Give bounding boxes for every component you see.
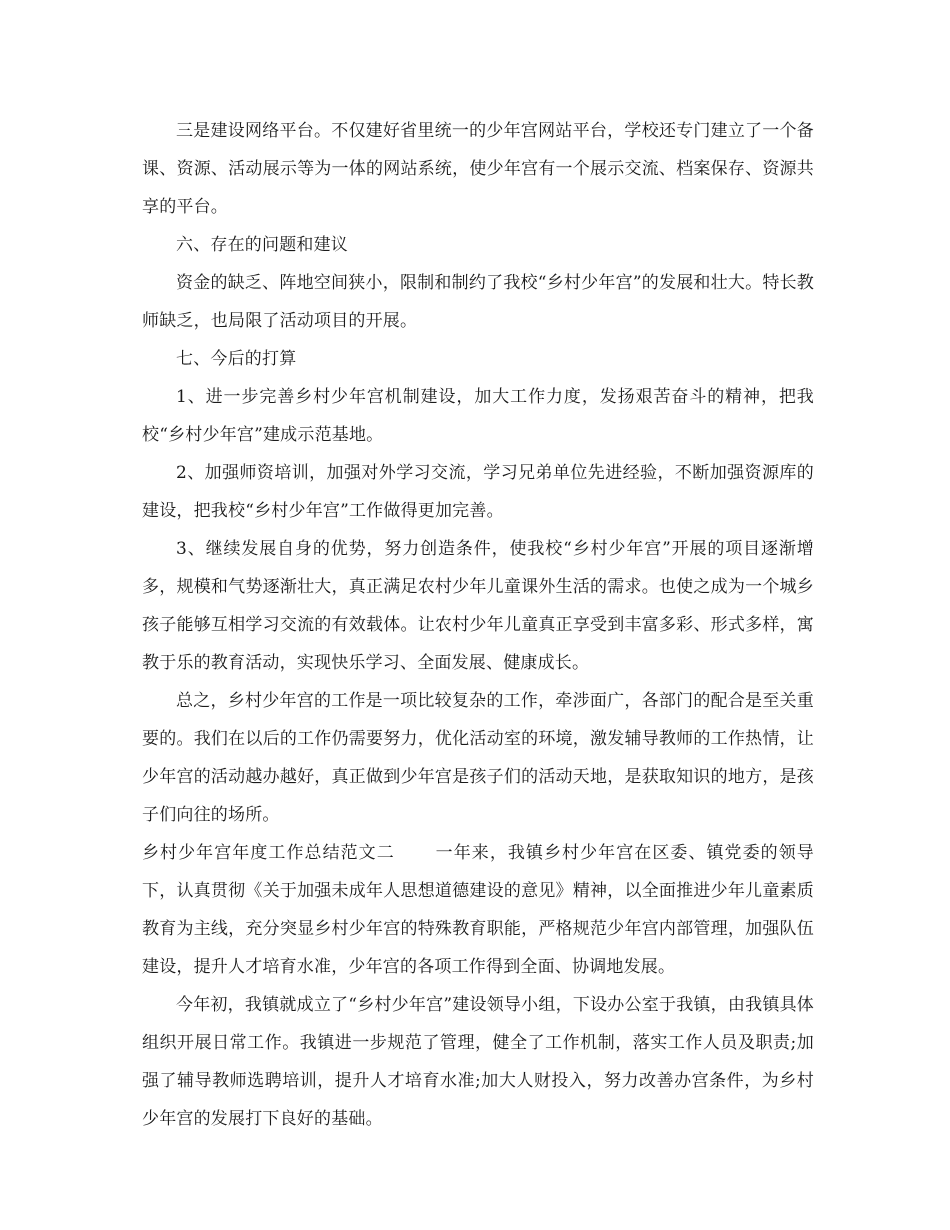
paragraph-year-start: 今年初，我镇就成立了“乡村少年宫”建设领导小组，下设办公室于我镇，由我镇具体组织开展日常工作。我镇进一步规范了管理，健全了工作机制，落实工作人员及职责;加强了辅导教师选聘培训，提升人才培育水准;加大人财投入，努力改善办宫条件，为乡村少年宫的发展打下良好的基础。 <box>142 995 814 1129</box>
heading-future-plans: 七、今后的打算 <box>176 349 297 369</box>
section-two-heading: 乡村少年宫年度工作总结范文二 <box>142 843 395 863</box>
paragraph-problems: 资金的缺乏、阵地空间狭小，限制和制约了我校“乡村少年宫”的发展和壮大。特长教师缺乏，也局限了活动项目的开展。 <box>142 273 814 331</box>
paragraph-plan-3: 3、继续发展自身的优势，努力创造条件，使我校“乡村少年宫”开展的项目逐渐增多，规模和气势逐渐壮大，真正满足农村少年儿童课外生活的需求。也使之成为一个城乡孩子能够互相学习交流的有效载体。让农村少年儿童真正享受到丰富多彩、形式多样，寓教于乐的教育活动，实现快乐学习、全面发展、健康成长。 <box>142 539 814 673</box>
paragraph-network-platform: 三是建设网络平台。不仅建好省里统一的少年宫网站平台，学校还专门建立了一个备课、资源、活动展示等为一体的网站系统，使少年宫有一个展示交流、档案保存、资源共享的平台。 <box>142 121 814 217</box>
heading-problems-suggestions: 六、存在的问题和建议 <box>176 235 348 255</box>
paragraph-plan-2: 2、加强师资培训，加强对外学习交流，学习兄弟单位先进经验，不断加强资源库的建设，把我校“乡村少年宫”工作做得更加完善。 <box>142 463 814 521</box>
paragraph-section-two <box>142 834 814 986</box>
paragraph-conclusion: 总之，乡村少年宫的工作是一项比较复杂的工作，牵涉面广，各部门的配合是至关重要的。我们在以后的工作仍需要努力，优化活动室的环境，激发辅导教师的工作热情，让少年宫的活动越办越好，真正做到少年宫是孩子们的活动天地，是获取知识的地方，是孩子们向往的场所。 <box>142 691 814 825</box>
paragraph-plan-1: 1、进一步完善乡村少年宫机制建设，加大工作力度，发扬艰苦奋斗的精神，把我校“乡村少年宫”建成示范基地。 <box>142 387 814 445</box>
document-body <box>142 112 814 1138</box>
section-two-body: 一年来，我镇乡村少年宫在区委、镇党委的领导下，认真贯彻《关于加强未成年人思想道德建设的意见》精神，以全面推进少年儿童素质教育为主线，充分突显乡村少年宫的特殊教育职能，严格规范少年宫内部管理，加强队伍建设，提升人才培育水准，少年宫的各项工作得到全面、协调地发展。 <box>142 843 814 977</box>
